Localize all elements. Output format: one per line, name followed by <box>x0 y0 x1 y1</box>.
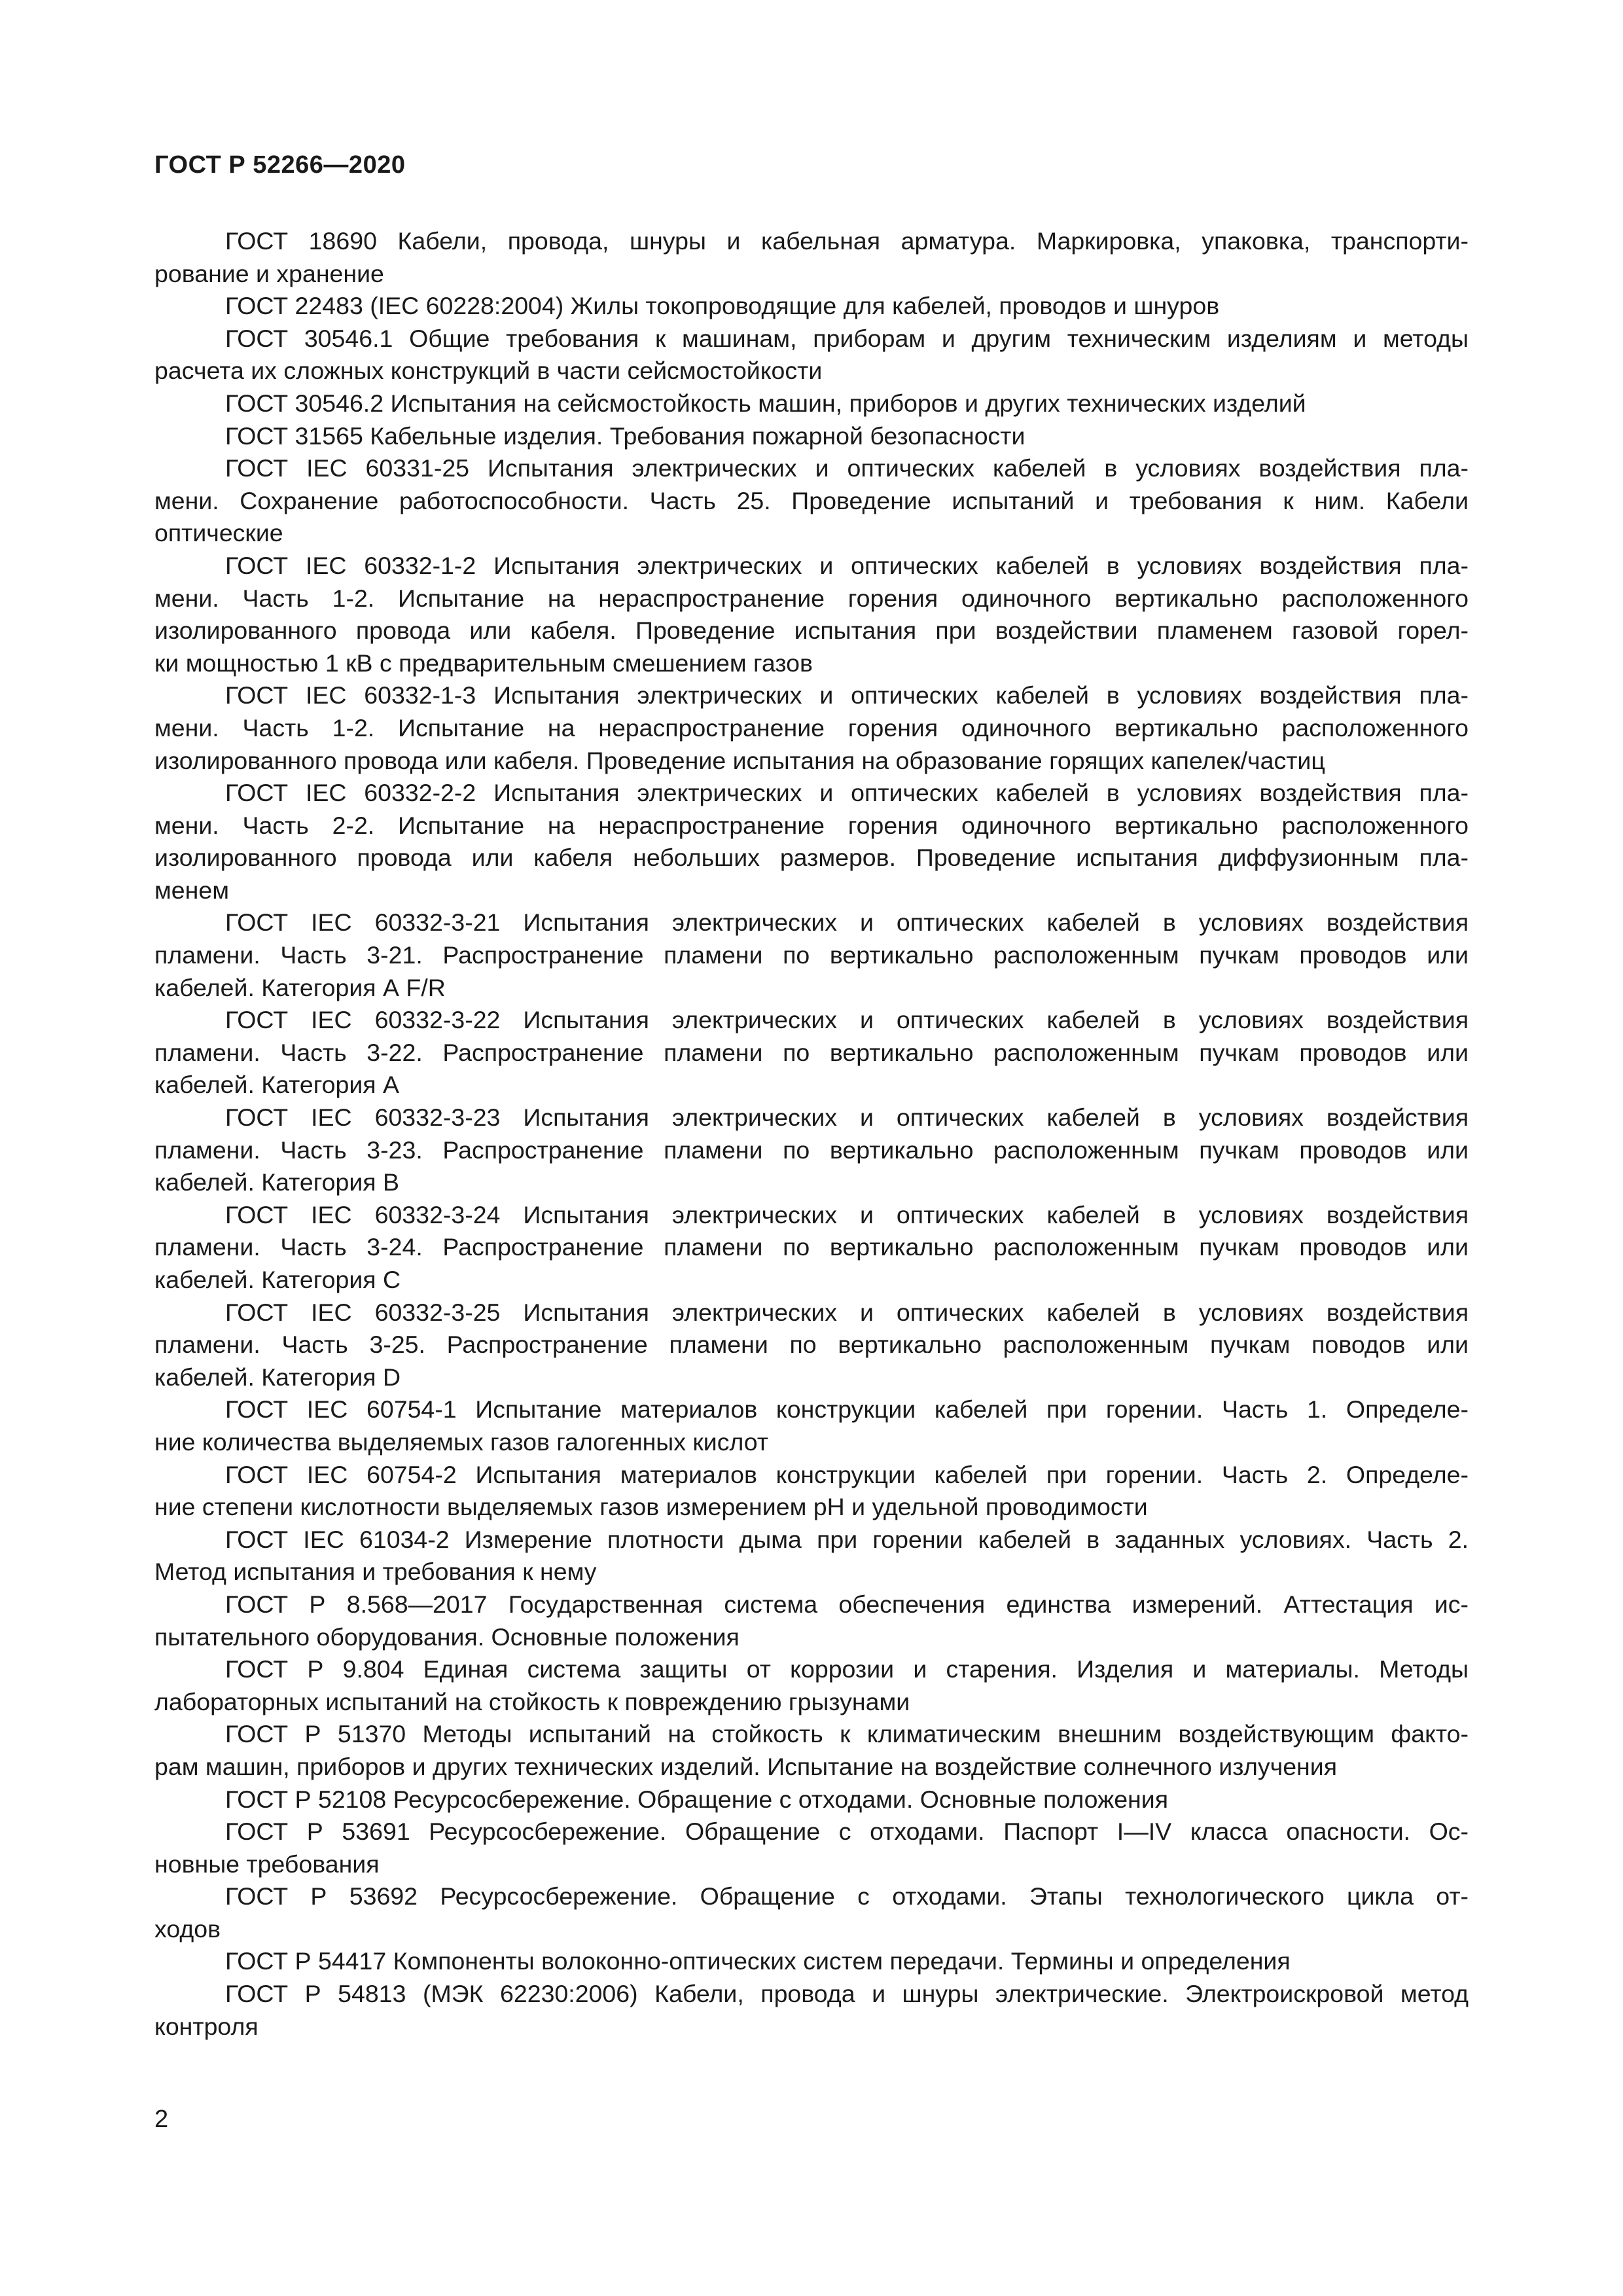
reference-entry <box>154 225 1469 290</box>
reference-entry <box>154 906 1469 1004</box>
reference-line: ГОСТ 22483 (IEC 60228:2004) Жилы токопроводящие для кабелей, проводов и шнуров <box>225 292 1220 320</box>
reference-entry <box>154 1718 1469 1783</box>
reference-line: пытательного оборудования. Основные положения <box>154 1623 740 1651</box>
reference-line: оптические <box>154 519 283 547</box>
reference-line: ГОСТ Р 54417 Компоненты волоконно-оптических систем передачи. Термины и определения <box>225 1947 1291 1975</box>
reference-line: расчета их сложных конструкций в части сейсмостойкости <box>154 357 823 385</box>
reference-line: кабелей. Категория В <box>154 1168 400 1196</box>
reference-entry <box>154 1978 1469 2043</box>
reference-line: рование и хранение <box>154 259 384 287</box>
reference-entry <box>154 1784 1469 1816</box>
reference-line: мени. Сохранение работоспособности. Часть 25. Проведение испытаний и требования к ним. Кабели <box>154 486 1469 514</box>
reference-line: новные требования <box>154 1850 380 1878</box>
reference-entry <box>154 1004 1469 1102</box>
reference-line: рам машин, приборов и других технических изделий. Испытание на воздействие солнечного излучения <box>154 1752 1338 1780</box>
reference-entry <box>154 1524 1469 1588</box>
reference-entry <box>154 452 1469 550</box>
reference-line: ГОСТ IEC 60332-3-22 Испытания электрических и оптических кабелей в условиях воздействия <box>225 1006 1469 1034</box>
reference-line: пламени. Часть 3-23. Распространение пламени по вертикально расположенным пучкам проводов или <box>154 1136 1469 1164</box>
reference-entry <box>154 387 1469 420</box>
reference-entry <box>154 1393 1469 1458</box>
reference-line: ходов <box>154 1914 221 1943</box>
reference-line: мени. Часть 2-2. Испытание на нераспространение горения одиночного вертикально расположенного <box>154 811 1469 839</box>
reference-line: изолированного провода или кабеля небольших размеров. Проведение испытания диффузионным пла- <box>154 844 1469 872</box>
reference-line: ГОСТ Р 9.804 Единая система защиты от коррозии и старения. Изделия и материалы. Методы <box>225 1655 1469 1683</box>
reference-line: ГОСТ IEC 60332-2-2 Испытания электрических и оптических кабелей в условиях воздействия пла- <box>225 779 1469 807</box>
reference-entry <box>154 679 1469 777</box>
reference-line: изолированного провода или кабеля. Проведение испытания при воздействии пламенем газовой горел- <box>154 617 1469 645</box>
reference-entry <box>154 420 1469 453</box>
reference-line: пламени. Часть 3-21. Распространение пламени по вертикально расположенным пучкам проводов или <box>154 941 1469 969</box>
reference-entry <box>154 1588 1469 1653</box>
reference-entry <box>154 323 1469 387</box>
page-number: 2 <box>154 2106 169 2133</box>
reference-entry <box>154 777 1469 906</box>
reference-line: ГОСТ 31565 Кабельные изделия. Требования пожарной безопасности <box>225 422 1026 450</box>
reference-entry <box>154 1945 1469 1978</box>
reference-line: пламени. Часть 3-25. Распространение пламени по вертикально расположенным пучкам поводов или <box>154 1331 1469 1359</box>
reference-line: кабелей. Категория С <box>154 1266 401 1293</box>
reference-line: кабелей. Категория А <box>154 1071 400 1099</box>
reference-line: ГОСТ IEC 60332-3-23 Испытания электрических и оптических кабелей в условиях воздействия <box>225 1103 1469 1132</box>
reference-line: ГОСТ 30546.1 Общие требования к машинам, приборам и другим техническим изделиям и методы <box>225 324 1469 352</box>
reference-line: ГОСТ IEC 61034-2 Измерение плотности дыма при горении кабелей в заданных условиях. Часть 2. <box>225 1525 1469 1553</box>
reference-entry <box>154 550 1469 679</box>
reference-line: Метод испытания и требования к нему <box>154 1558 597 1586</box>
reference-entry <box>154 1199 1469 1297</box>
page-header-standard-number: ГОСТ Р 52266—2020 <box>154 151 406 179</box>
reference-line: ГОСТ IEC 60754-1 Испытание материалов конструкции кабелей при горении. Часть 1. Определе- <box>225 1395 1469 1424</box>
reference-line: ГОСТ Р 8.568—2017 Государственная система обеспечения единства измерений. Аттестация ис- <box>225 1590 1469 1618</box>
reference-entry <box>154 1102 1469 1199</box>
reference-line: ние степени кислотности выделяемых газов измерением pH и удельной проводимости <box>154 1493 1148 1521</box>
reference-line: контроля <box>154 2012 259 2040</box>
reference-line: ГОСТ Р 53692 Ресурсосбережение. Обращение с отходами. Этапы технологического цикла от- <box>225 1882 1469 1910</box>
reference-line: пламени. Часть 3-22. Распространение пламени по вертикально расположенным пучкам проводов или <box>154 1038 1469 1066</box>
reference-line: ГОСТ 18690 Кабели, провода, шнуры и кабельная арматура. Маркировка, упаковка, транспорти- <box>225 227 1469 255</box>
reference-line: пламени. Часть 3-24. Распространение пламени по вертикально расположенным пучкам проводов или <box>154 1233 1469 1261</box>
reference-line: кабелей. Категория А F/R <box>154 973 446 1001</box>
reference-line: мени. Часть 1-2. Испытание на нераспространение горения одиночного вертикально расположенного <box>154 713 1469 742</box>
reference-entry <box>154 1880 1469 1945</box>
reference-line: ГОСТ IEC 60332-3-21 Испытания электрических и оптических кабелей в условиях воздействия <box>225 908 1469 937</box>
reference-line: ГОСТ Р 53691 Ресурсосбережение. Обращение с отходами. Паспорт I—IV класса опасности. Ос- <box>225 1818 1469 1846</box>
reference-line: ГОСТ IEC 60754-2 Испытания материалов конструкции кабелей при горении. Часть 2. Определе- <box>225 1460 1469 1488</box>
normative-references-list <box>154 225 1469 2043</box>
reference-line: ГОСТ IEC 60332-1-3 Испытания электрических и оптических кабелей в условиях воздействия пла- <box>225 681 1469 709</box>
reference-line: ГОСТ 30546.2 Испытания на сейсмостойкость машин, приборов и других технических изделий <box>225 389 1306 417</box>
reference-entry <box>154 1459 1469 1524</box>
reference-line: менем <box>154 876 229 904</box>
reference-entry <box>154 290 1469 323</box>
reference-line: ГОСТ IEC 60332-1-2 Испытания электрических и оптических кабелей в условиях воздействия пла- <box>225 551 1469 579</box>
reference-line: ГОСТ IEC 60332-3-24 Испытания электрических и оптических кабелей в условиях воздействия <box>225 1200 1469 1229</box>
reference-line: кабелей. Категория D <box>154 1363 401 1391</box>
reference-line: ГОСТ IEC 60331-25 Испытания электрических и оптических кабелей в условиях воздействия пла- <box>225 454 1469 482</box>
reference-entry <box>154 1297 1469 1394</box>
reference-entry <box>154 1653 1469 1718</box>
reference-line: мени. Часть 1-2. Испытание на нераспространение горения одиночного вертикально расположенного <box>154 584 1469 612</box>
reference-line: ГОСТ IEC 60332-3-25 Испытания электрических и оптических кабелей в условиях воздействия <box>225 1298 1469 1326</box>
reference-line: изолированного провода или кабеля. Проведение испытания на образование горящих капелек/частиц <box>154 746 1325 774</box>
reference-entry <box>154 1816 1469 1880</box>
reference-line: ГОСТ Р 54813 (МЭК 62230:2006) Кабели, провода и шнуры электрические. Электроискровой метод <box>225 1980 1469 2008</box>
reference-line: ГОСТ Р 51370 Методы испытаний на стойкость к климатическим внешним воздействующим факто- <box>225 1720 1469 1748</box>
reference-line: ние количества выделяемых газов галогенных кислот <box>154 1427 769 1456</box>
reference-line: лабораторных испытаний на стойкость к повреждению грызунами <box>154 1687 910 1715</box>
reference-line: ки мощностью 1 кВ с предварительным смешением газов <box>154 649 813 677</box>
reference-line: ГОСТ Р 52108 Ресурсосбережение. Обращение с отходами. Основные положения <box>225 1785 1169 1813</box>
